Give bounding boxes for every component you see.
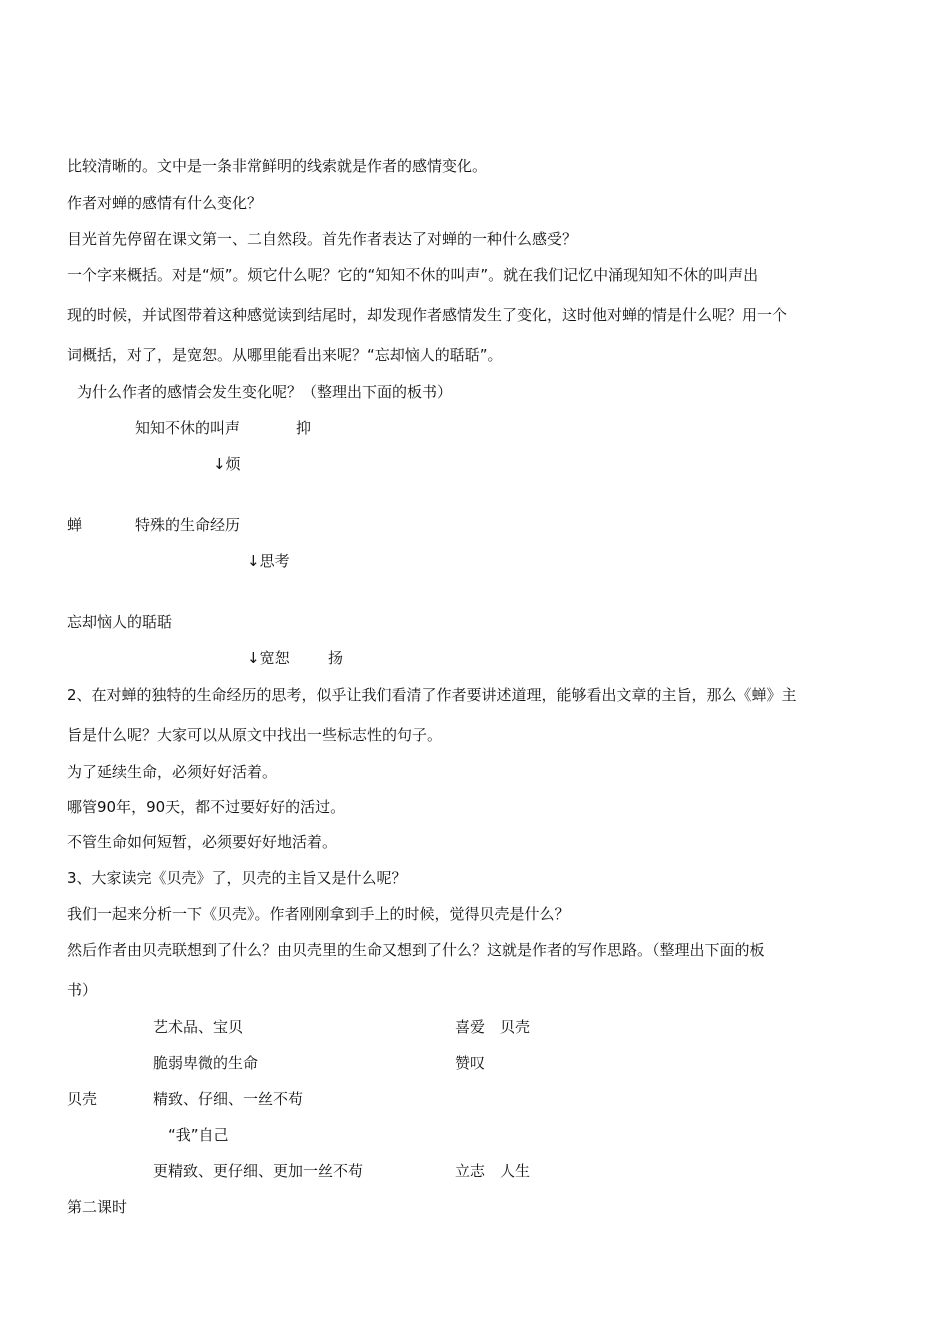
text-line: 然后作者由贝壳联想到了什么？由贝壳里的生命又想到了什么？这就是作者的写作思路。（整理出下面的板 [67,941,765,959]
board-arrow-item: ↓思考 [247,552,290,570]
board-text: 忘却恼人的聒聒 [67,613,173,631]
down-arrow-icon: ↓ [247,649,260,667]
section-heading: 第二课时 [67,1198,128,1216]
text-line: 为什么作者的感情会发生变化呢？（整理出下面的板书） [77,383,453,401]
down-arrow-icon: ↓ [247,552,260,570]
text-line: 词概括，对了，是宽恕。从哪里能看出来呢？“忘却恼人的聒聒”。 [67,346,503,364]
board-text: 脆弱卑微的生命 [153,1054,259,1072]
text-line: 哪管90年，90天，都不过要好好的活过。 [67,798,346,816]
text-line: 一个字来概括。对是“烦”。烦它什么呢？它的“知知不休的叫声”。就在我们记忆中涌现知知不休的叫声出 [67,266,759,284]
board-text: “我”自己 [168,1126,229,1144]
board-text: 知知不休的叫声 [135,419,241,437]
board-arrow-item: ↓宽恕 [247,649,290,667]
board-arrow-item: ↓烦 [213,455,241,473]
text-line: 我们一起来分析一下《贝壳》。作者刚刚拿到手上的时候，觉得贝壳是什么？ [67,905,570,923]
text-line: 不管生命如何短暂，必须要好好地活着。 [67,833,338,851]
board-text: 更精致、更仔细、更加一丝不苟 [153,1162,364,1180]
board-text: 喜爱 贝壳 [455,1018,531,1036]
board-text: 扬 [328,649,344,667]
text-line: 比较清晰的。文中是一条非常鲜明的线索就是作者的感情变化。 [67,157,488,175]
board-text: 艺术品、宝贝 [153,1018,244,1036]
text-line: 2、在对蝉的独特的生命经历的思考，似乎让我们看清了作者要讲述道理，能够看出文章的主旨，那么《蝉》主 [67,686,797,704]
board-subject: 蝉 [67,516,83,534]
board-text: 抑 [296,419,312,437]
text-line: 旨是什么呢？大家可以从原文中找出一些标志性的句子。 [67,726,443,744]
board-text: 立志 人生 [455,1162,531,1180]
board-text: 特殊的生命经历 [135,516,241,534]
text-line: 3、大家读完《贝壳》了，贝壳的主旨又是什么呢？ [67,869,407,887]
text-line: 目光首先停留在课文第一、二自然段。首先作者表达了对蝉的一种什么感受？ [67,230,578,248]
text-line: 为了延续生命，必须好好活着。 [67,763,278,781]
down-arrow-icon: ↓ [213,455,226,473]
text-line: 作者对蝉的感情有什么变化？ [67,194,263,212]
text-line: 书） [67,981,98,999]
text-line: 现的时候，并试图带着这种感觉读到结尾时，却发现作者感情发生了变化，这时他对蝉的情是什么呢？用一个 [67,306,788,324]
board-text: 赞叹 [455,1054,486,1072]
board-subject: 贝壳 [67,1090,98,1108]
board-text: 精致、仔细、一丝不苟 [153,1090,304,1108]
